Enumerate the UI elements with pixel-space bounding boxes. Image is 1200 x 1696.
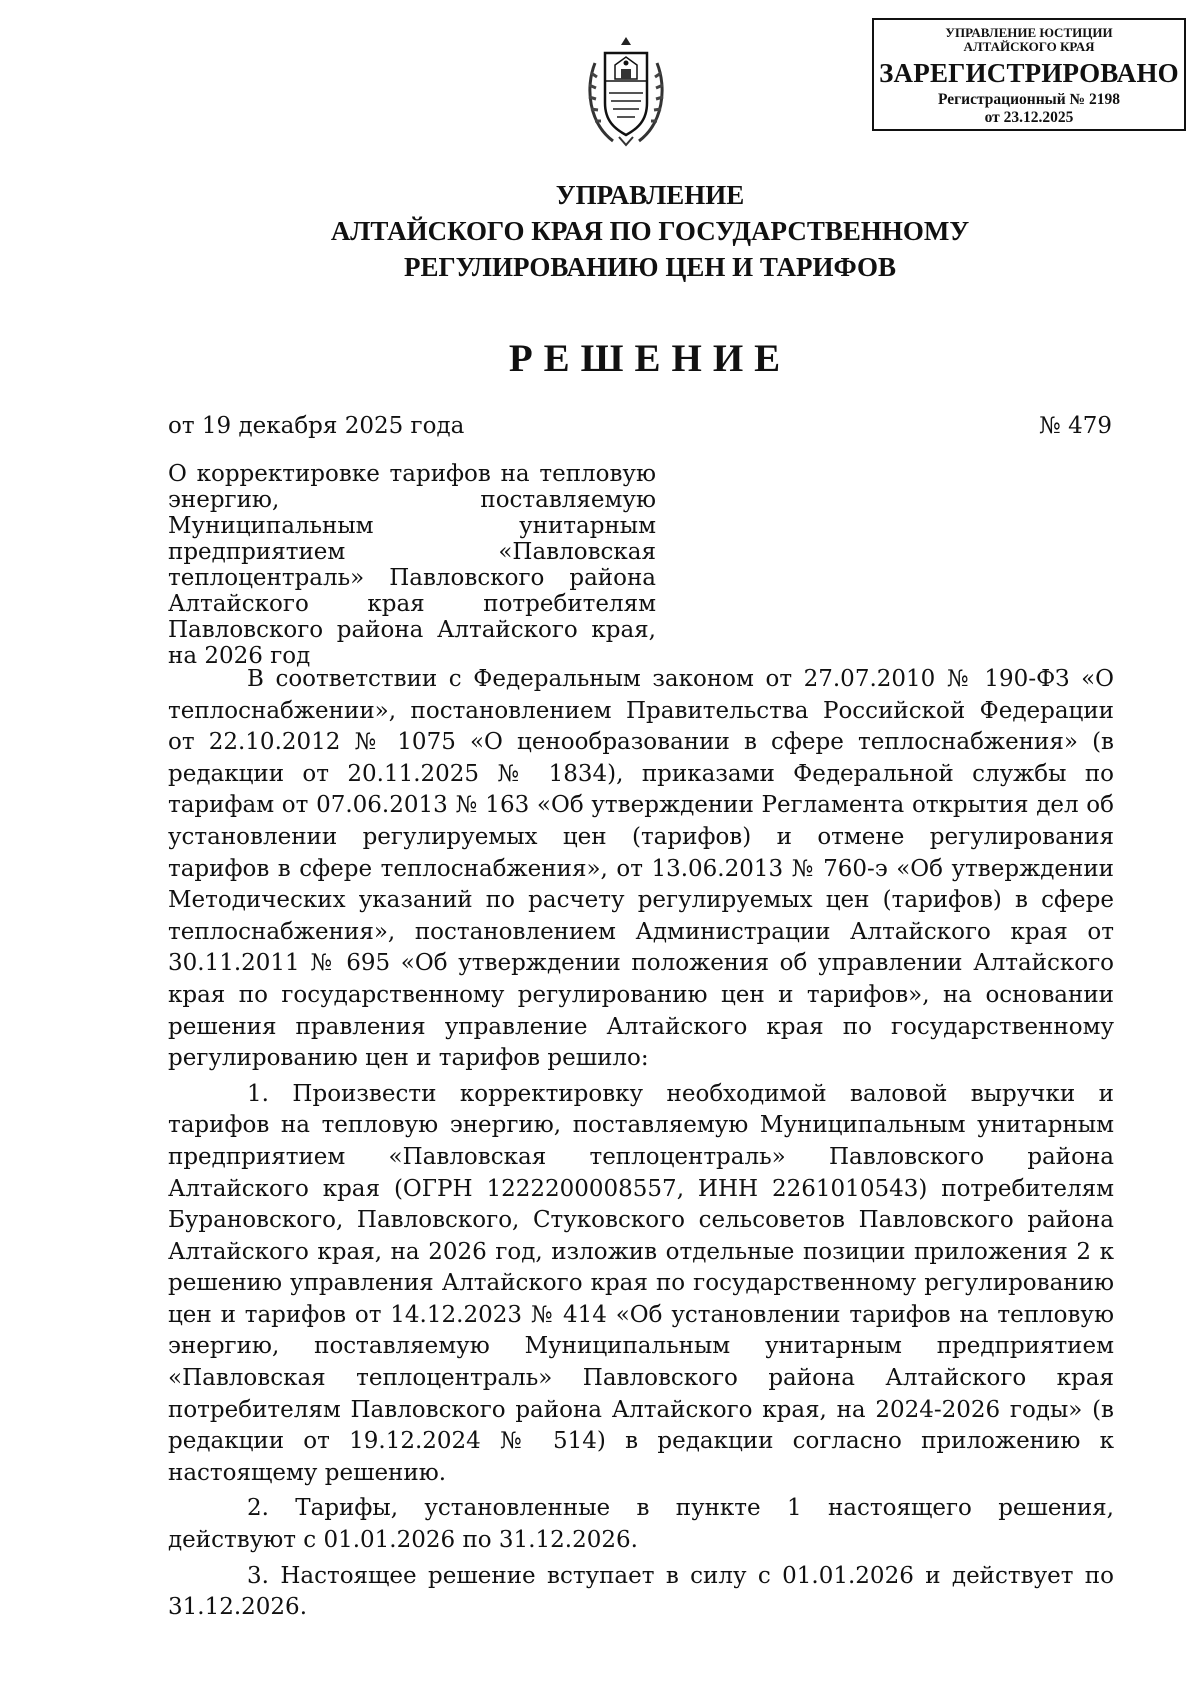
issuing-authority: [0, 177, 1200, 285]
item-1-paragraph: 1. Произвести корректировку необходимой валовой выручки и тарифов на тепловую энергию, поставляемую Муниципальным унитарным предприятием «Павловская теплоцентраль» Павловского района Алтайского края (ОГРН 1222200008557, ИНН 2261010543) потребителям Бурановского, Павловского, Стуковского сельсоветов Павловского района Алтайского края, на 2026 год, изложив отдельные позиции приложения 2 к решению управления Алтайского края по государственному регулированию цен и тарифов от 14.12.2023 № 414 «Об установлении тарифов на тепловую энергию, поставляемую Муниципальным унитарным предприятием «Павловская теплоцентраль» Павловского района Алтайского края потребителям Павловского района Алтайского края, на 2024-2026 годы» (в редакции от 19.12.2024 № 514) в редакции согласно приложению к настоящему решению.: [168, 1080, 1114, 1486]
document-number: № 479: [1039, 413, 1112, 439]
stamp-organization: [874, 26, 1184, 54]
document-type-title: РЕШЕНИЕ: [508, 337, 792, 380]
registration-stamp: [872, 18, 1186, 131]
authority-line3: РЕГУЛИРОВАНИЮ ЦЕН И ТАРИФОВ: [403, 252, 897, 282]
item-2-paragraph: 2. Тарифы, установленные в пункте 1 настоящего решения, действуют с 01.01.2026 по 31.12.2026.: [168, 1495, 1114, 1554]
stamp-status: ЗАРЕГИСТРИРОВАНО: [879, 58, 1179, 88]
authority-line2: АЛТАЙСКОГО КРАЯ ПО ГОСУДАРСТВЕННОМУ: [330, 216, 970, 246]
stamp-registration-date: от 23.12.2025: [984, 109, 1074, 126]
preamble-paragraph: В соответствии с Федеральным законом от 27.07.2010 № 190-ФЗ «О теплоснабжении», постановлением Правительства Российской Федерации от 22.10.2012 № 1075 «О ценообразовании в сфере теплоснабжения» (в редакции от 20.11.2025 № 1834), приказами Федеральной службы по тарифам от 07.06.2013 № 163 «Об утверждении Регламента открытия дел об установлении регулируемых цен (тарифов) и отмене регулирования тарифов в сфере теплоснабжения», от 13.06.2013 № 760-э «Об утверждении Методических указаний по расчету регулируемых цен (тарифов) в сфере теплоснабжения», постановлением Администрации Алтайского края от 30.11.2011 № 695 «Об утверждении положения об управлении Алтайского края по государственному регулированию цен и тарифов», на основании решения правления управление Алтайского края по государственному регулированию цен и тарифов решило:: [168, 666, 1114, 1072]
stamp-organization-line1: УПРАВЛЕНИЕ ЮСТИЦИИ: [945, 25, 1113, 40]
authority-line1: УПРАВЛЕНИЕ: [555, 180, 745, 210]
stamp-organization-line2: АЛТАЙСКОГО КРАЯ: [963, 39, 1095, 54]
stamp-registration-number: Регистрационный № 2198: [938, 91, 1120, 108]
document-subject: О корректировке тарифов на тепловую энергию, поставляемую Муниципальным унитарным предприятием «Павловская теплоцентраль» Павловского района Алтайского края потребителям Павловского района Алтайского края, на 2026 год: [168, 461, 656, 669]
document-body: [168, 664, 1114, 1628]
altai-krai-coat-of-arms-icon: [583, 33, 669, 151]
document-date: от 19 декабря 2025 года: [168, 413, 465, 439]
item-3-paragraph: 3. Настоящее решение вступает в силу с 01.01.2026 и действует по 31.12.2026.: [168, 1562, 1114, 1621]
